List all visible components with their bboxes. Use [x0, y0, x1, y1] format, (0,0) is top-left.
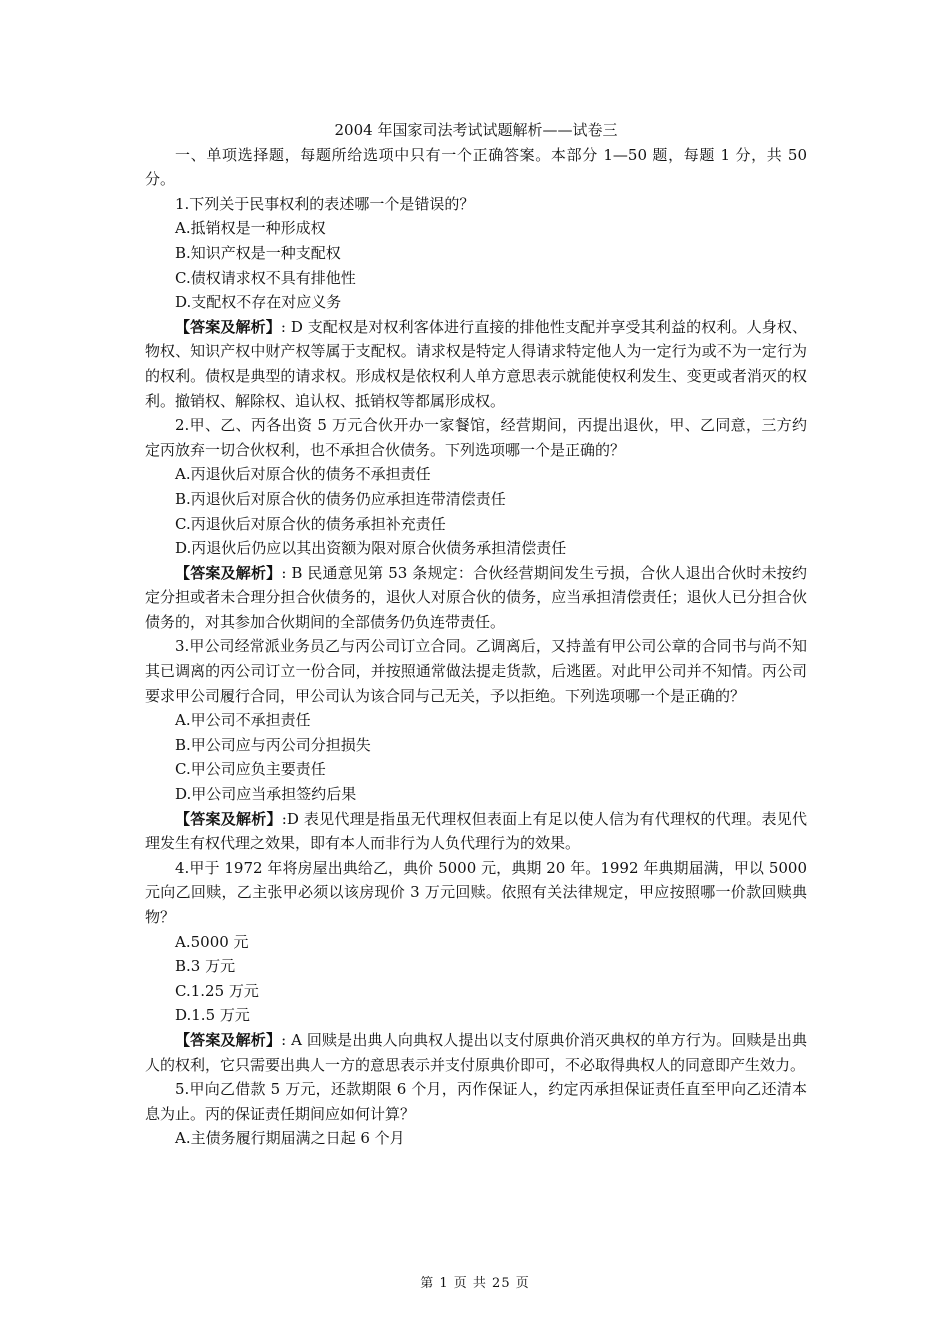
- option-c: C.1.25 万元: [175, 981, 259, 1000]
- option-b: B.甲公司应与丙公司分担损失: [175, 735, 371, 754]
- answer-explanation: [145, 315, 807, 413]
- option-d: D.1.5 万元: [175, 1006, 250, 1025]
- answer-label: 【答案及解析】: [175, 317, 281, 336]
- question-stem: 3.甲公司经常派业务员乙与丙公司订立合同。乙调离后，又持盖有甲公司公章的合同书与尚不知其已调离的丙公司订立一份合同，并按照通常做法提走货款，后逃匿。对此甲公司并不知情。丙公司要求甲公司履行合同，甲公司认为该合同与己无关，予以拒绝。下列选项哪一个是正确的？: [145, 637, 807, 705]
- answer-text: : A 回赎是出典人向典权人提出以支付原典价消灭典权的单方行为。回赎是出典人的权利，它只需要出典人一方的意思表示并支付原典价即可，不必取得典权人的同意即产生效力。: [145, 1030, 807, 1074]
- answer-label: 【答案及解析】: [175, 809, 282, 828]
- question-block: [145, 856, 807, 1077]
- option-a: A.5000 元: [175, 932, 249, 951]
- option-d: D.支配权不存在对应义务: [175, 293, 342, 312]
- option-a: A.丙退伙后对原合伙的债务不承担责任: [175, 465, 431, 484]
- answer-label: 【答案及解析】: [175, 563, 282, 582]
- option-b: B.知识产权是一种支配权: [175, 243, 341, 262]
- option-a: A.主债务履行期届满之日起 6 个月: [175, 1129, 405, 1148]
- question-stem: 1.下列关于民事权利的表述哪一个是错误的？: [175, 194, 475, 213]
- answer-text: : D 支配权是对权利客体进行直接的排他性支配并享受其利益的权利。人身权、物权、知识产权中财产权等属于支配权。请求权是特定人得请求特定他人为一定行为或不为一定行为的权利。债权是典型的请求权。形成权是依权利人单方意思表示就能使权利发生、变更或者消灭的权利。撤销权、解除权、追认权、抵销权等都属形成权。: [145, 317, 807, 410]
- option-a: A.甲公司不承担责任: [175, 711, 311, 730]
- option-c: C.债权请求权不具有排他性: [175, 268, 356, 287]
- option-b: B.丙退伙后对原合伙的债务仍应承担连带清偿责任: [175, 489, 506, 508]
- section-intro: 一、单项选择题，每题所给选项中只有一个正确答案。本部分 1—50 题，每题 1 分，共 50 分。: [145, 145, 807, 189]
- answer-text: :D 表见代理是指虽无代理权但表面上有足以使人信为有代理权的代理。表见代理发生有权代理之效果，即有本人而非行为人负代理行为的效果。: [145, 809, 807, 853]
- page-footer: 第 1 页 共 25 页: [420, 1276, 530, 1291]
- question-block: [145, 192, 807, 413]
- document-body: [145, 118, 807, 1151]
- option-a: A.抵销权是一种形成权: [175, 219, 326, 238]
- question-stem: 5.甲向乙借款 5 万元，还款期限 6 个月，丙作保证人，约定丙承担保证责任直至甲向乙还清本息为止。丙的保证责任期间应如何计算？: [145, 1080, 807, 1123]
- option-d: D.甲公司应当承担签约后果: [175, 785, 357, 804]
- option-c: C.甲公司应负主要责任: [175, 760, 326, 779]
- answer-explanation: [145, 561, 807, 635]
- answer-explanation: [145, 807, 807, 856]
- answer-label: 【答案及解析】: [175, 1030, 282, 1049]
- question-block: [145, 634, 807, 855]
- option-b: B.3 万元: [175, 957, 236, 976]
- question-block: [145, 413, 807, 634]
- answer-text: : B 民通意见第 53 条规定：合伙经营期间发生亏损，合伙人退出合伙时未按约定分担或者未合理分担合伙债务的，退伙人对原合伙的债务，应当承担清偿责任；退伙人已分担合伙债务的，对其参加合伙期间的全部债务仍负连带责任。: [145, 563, 807, 631]
- question-block: [145, 1077, 807, 1151]
- question-stem: 2.甲、乙、丙各出资 5 万元合伙开办一家餐馆，经营期间，丙提出退伙，甲、乙同意，三方约定丙放弃一切合伙权利，也不承担合伙债务。下列选项哪一个是正确的？: [145, 416, 807, 459]
- document-title: 2004 年国家司法考试试题解析——试卷三: [334, 121, 618, 139]
- option-c: C.丙退伙后对原合伙的债务承担补充责任: [175, 514, 446, 533]
- question-stem: 4.甲于 1972 年将房屋出典给乙，典价 5000 元，典期 20 年。1992 年典期届满，甲以 5000 元向乙回赎，乙主张甲必须以该房现价 3 万元回赎。依照有关法律规定，甲应按照哪一价款回赎典物？: [145, 858, 807, 926]
- option-d: D.丙退伙后仍应以其出资额为限对原合伙债务承担清偿责任: [175, 539, 567, 558]
- answer-explanation: [145, 1028, 807, 1077]
